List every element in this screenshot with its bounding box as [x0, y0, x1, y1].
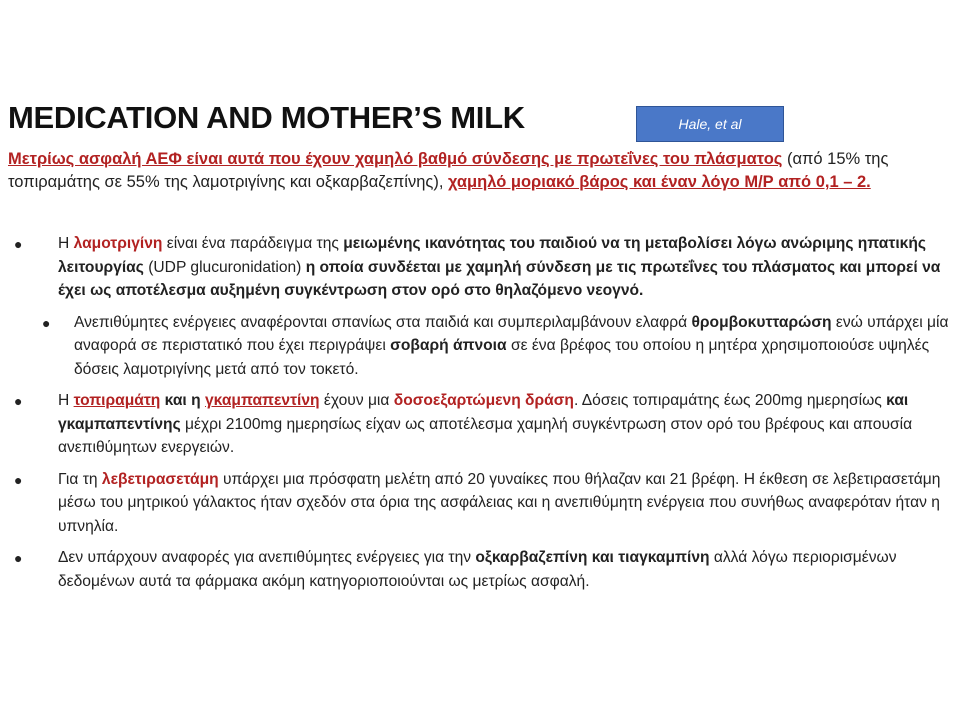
bullet-list	[0, 232, 950, 601]
bullet-item	[0, 546, 950, 593]
reference-box	[636, 106, 784, 142]
intro-paragraph	[8, 148, 948, 194]
bullet-text: Η	[58, 235, 74, 252]
bullet-text: Δεν υπάρχουν αναφορές για ανεπιθύμητες ενέργειες για την	[58, 549, 476, 566]
intro-tail: χαμηλό μοριακό βάρος και έναν λόγο Μ/Ρ από 0,1 – 2.	[448, 173, 871, 191]
bullet-text: και η	[164, 392, 201, 409]
bullet-text: υπάρχει μια πρόσφατη μελέτη από 20 γυναίκες που θήλαζαν και 21 βρέφη. Η έκθεση σε λεβετιρασετάμη μέσω του μητρικού γάλακτος ήταν σχεδόν στα όρια της ασφάλειας και η ανεπιθύμητη ενέργεια που συνήθως αναφερόταν ήταν η υπνηλία.	[58, 470, 941, 535]
bullet-text: και γκαμπαπεντίνης	[58, 392, 909, 433]
bullet-text: σε ένα βρέφος του οποίου η μητέρα χρησιμοποιούσε υψηλές δόσεις λαμοτριγίνης μετά από τον τοκετό.	[74, 337, 930, 378]
bullet-text: αλλά λόγω περιορισμένων δεδομένων αυτά τα φάρμακα ακόμη κατηγοριοποιούνται ως μετρίως ασφαλή.	[58, 549, 897, 590]
bullet-text: Ανεπιθύμητες ενέργειες αναφέρονται σπανίως στα παιδιά και συμπεριλαμβάνουν ελαφρά	[74, 313, 692, 331]
bullet-dot-icon: ●	[14, 471, 23, 488]
bullet-text: γκαμπαπεντίνη	[204, 392, 320, 409]
slide-title: MEDICATION AND MOTHER’S MILK	[8, 100, 525, 135]
bullet-dot-icon: ●	[14, 550, 23, 566]
intro-range: (από 15% της τοπιραμάτης σε 55% της λαμοτριγίνης και οξκαρβαζεπίνης),	[8, 150, 889, 191]
bullet-text: θρομβοκυτταρώση	[691, 313, 832, 331]
bullet-text: λεβετιρασετάμη	[101, 470, 219, 488]
bullet-text: (UDP glucuronidation)	[143, 258, 306, 276]
bullet-item	[0, 232, 950, 303]
bullet-dot-icon: ●	[42, 314, 51, 331]
bullet-text: μειωμένης ικανότητας του παιδιού να τη μεταβολίσει λόγω ανώριμης ηπατικής λειτουργίας	[58, 235, 926, 276]
bullet-text: τοπιραμάτη	[73, 392, 161, 409]
bullet-text: οξκαρβαζεπίνη και τιαγκαμπίνη	[475, 549, 710, 566]
bullet-text: μέχρι 2100mg ημερησίως είχαν ως αποτέλεσμα χαμηλή συγκέντρωση στον ορό του βρέφους και απουσία ανεπιθύμητων ενεργειών.	[58, 415, 913, 456]
bullet-text: Για τη	[58, 470, 102, 488]
intro-lead: Μετρίως ασφαλή ΑΕΦ είναι αυτά που έχουν χαμηλό βαθμό σύνδεσης με πρωτεΐνες του πλάσματος	[8, 150, 783, 168]
bullet-text: δοσοεξαρτώμενη δράση	[393, 392, 574, 409]
bullet-dot-icon: ●	[14, 236, 23, 252]
bullet-text: είναι ένα παράδειγμα της	[162, 235, 344, 252]
bullet-text: Η	[58, 392, 74, 409]
bullet-text: η οποία συνδέεται με χαμηλή σύνδεση με τις πρωτεΐνες του πλάσματος και μπορεί να έχει ως αποτέλεσμα αυξημένη συγκέντρωση στον ορό στο θηλαζόμενο νεογνό.	[58, 258, 941, 299]
sub-bullet-item	[0, 311, 950, 382]
bullet-text: έχουν μια	[319, 392, 394, 409]
bullet-item	[0, 389, 950, 460]
bullet-text: . Δόσεις τοπιραμάτης έως 200mg ημερησίως	[573, 392, 887, 409]
reference-label: Hale, et al	[678, 116, 742, 132]
bullet-text: ενώ υπάρχει μία αναφορά σε περιστατικό που έχει περιγράψει	[74, 313, 949, 354]
bullet-text: σοβαρή άπνοια	[390, 337, 507, 354]
bullet-dot-icon: ●	[14, 393, 23, 409]
bullet-item	[0, 468, 950, 539]
bullet-text: λαμοτριγίνη	[73, 235, 163, 252]
